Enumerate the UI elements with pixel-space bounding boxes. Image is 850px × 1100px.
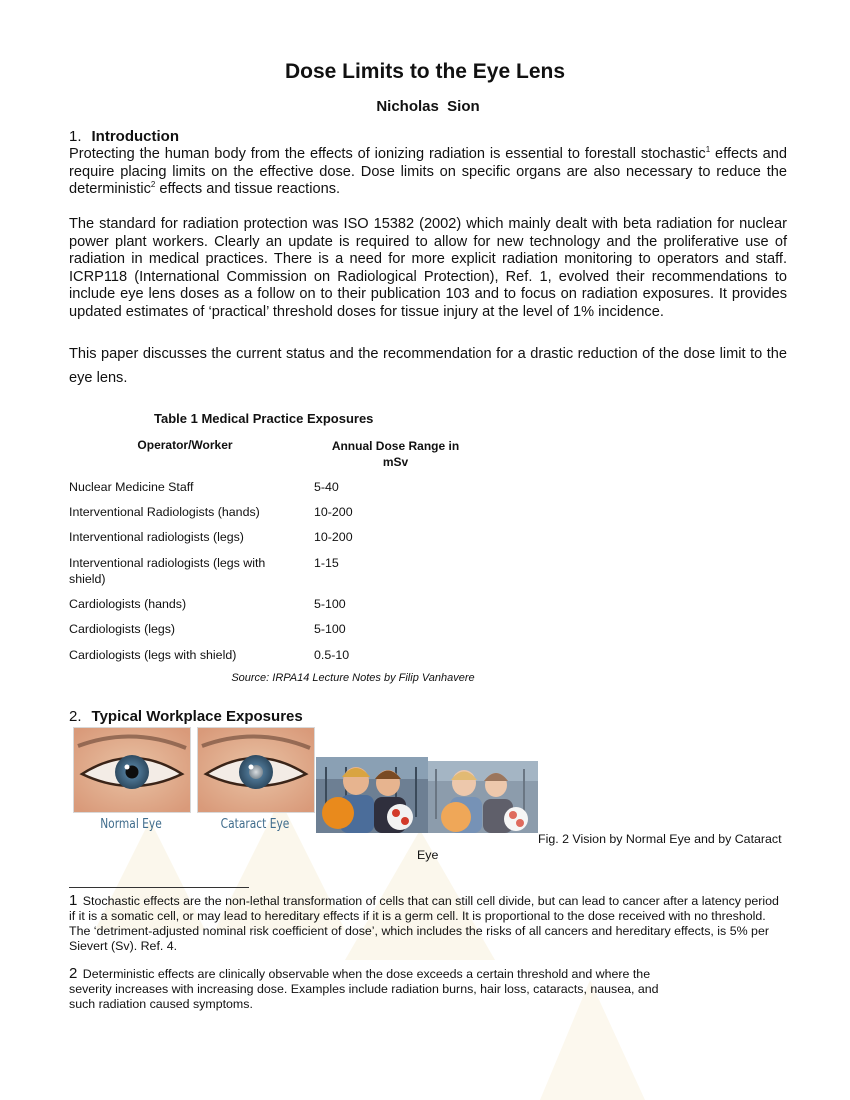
table-cell-worker: Cardiologists (legs with shield) (69, 648, 237, 662)
table-header-dose: Annual Dose Range in mSv (331, 439, 460, 469)
author-name: Nicholas Sion (376, 98, 480, 115)
cataract-vision-photo (428, 761, 538, 833)
figure-caption: Fig. 2 Vision by Normal Eye and by Cataract (538, 832, 782, 846)
normal-vision-photo (316, 757, 428, 833)
table-header-worker: Operator/Worker (137, 438, 233, 452)
table-cell-range: 10-200 (314, 505, 353, 519)
section-title: Introduction (91, 128, 179, 145)
footnote-number: 1 (69, 892, 78, 909)
table-cell-worker: Cardiologists (hands) (69, 597, 187, 611)
table-cell-range: 0.5-10 (314, 648, 350, 662)
footnote-1 (69, 893, 787, 954)
table-title: Table 1 Medical Practice Exposures (154, 411, 374, 426)
normal-eye-label: Normal Eye (100, 817, 162, 832)
text-run: effects and require placing limits on the effective dose. Dose limits on specific organs are also necessary to reduce the deterministic (69, 146, 788, 198)
table-cell-worker: Cardiologists (legs) (69, 622, 176, 636)
table-cell-range: 5-100 (314, 622, 346, 636)
footnote-divider (69, 887, 249, 888)
figure-caption-continued: Eye (417, 848, 439, 862)
cataract-eye-image (197, 727, 315, 813)
footnote-text: Stochastic effects are the non-lethal transformation of cells that can still cell divide, but can lead to cancer after a latency period if it is a somatic cell, or may lead to hereditary effects if it is a germ cell. It is proportional to the dose received with no threshold. The ‘detriment-adjusted nominal risk coefficient of dose’, which includes the risks of all cancers and hereditary effects, is 5% per Sievert (Sv). Ref. 4. (69, 894, 779, 953)
document-title: Dose Limits to the Eye Lens (284, 60, 566, 83)
table-source-note: Source: IRPA14 Lecture Notes by Filip Vanhavere (231, 672, 475, 684)
section-number: 2. (69, 708, 82, 725)
normal-eye-image (73, 727, 191, 813)
text-run: effects and tissue reactions. (155, 181, 341, 198)
table-cell-worker: Interventional Radiologists (hands) (69, 505, 260, 519)
table-cell-range: 5-100 (314, 597, 346, 611)
section-title: Typical Workplace Exposures (91, 708, 303, 725)
footnote-ref-2[interactable]: 2 (150, 180, 156, 190)
table-cell-worker: Interventional radiologists (legs) (69, 530, 244, 544)
table-cell-range: 10-200 (314, 530, 353, 544)
footnote-ref-1[interactable]: 1 (705, 145, 711, 154)
text-run: Protecting the human body from the effects of ionizing radiation is essential to forestall stochastic (69, 146, 706, 162)
section-2-heading (69, 708, 303, 725)
footnote-text: Deterministic effects are clinically observable when the dose exceeds a certain threshold and where the severity increases with increasing dose. Examples include radiation burns, hair loss, cataracts, nausea, and such radiation caused symptoms. (69, 967, 659, 1011)
table-cell-range: 1-15 (314, 556, 339, 570)
table-cell-worker: Nuclear Medicine Staff (69, 480, 194, 494)
section-number: 1. (69, 128, 82, 145)
table-cell-worker: Interventional radiologists (legs with shield) (69, 556, 266, 586)
cataract-eye-label: Cataract Eye (220, 817, 290, 832)
intro-paragraph-3: This paper discusses the current status and the recommendation for a drastic reduction of the dose limit to the eye lens. (69, 346, 787, 386)
intro-paragraph-2: The standard for radiation protection was ISO 15382 (2002) which mainly dealt with beta radiation for nuclear power plant workers. Clearly an update is required to allow for new technology and the proliferative use of radiation in medical practices. There is a need for more explicit radiation monitoring to operators and staff. ICRP118 (International Commission on Radiological Protection), Ref. 1, evolved their recommendations to include eye lens doses as a follow on to their publication 103 and to focus on radiation exposures. It provides updated estimates of ‘practical’ threshold doses for tissue injury at the level of 1% incidence. (69, 216, 787, 320)
table-cell-range: 5-40 (314, 480, 339, 494)
footnote-2 (69, 966, 669, 1012)
footnote-number: 2 (69, 965, 78, 982)
section-1-heading (69, 128, 179, 145)
intro-paragraph-1 (69, 146, 787, 199)
